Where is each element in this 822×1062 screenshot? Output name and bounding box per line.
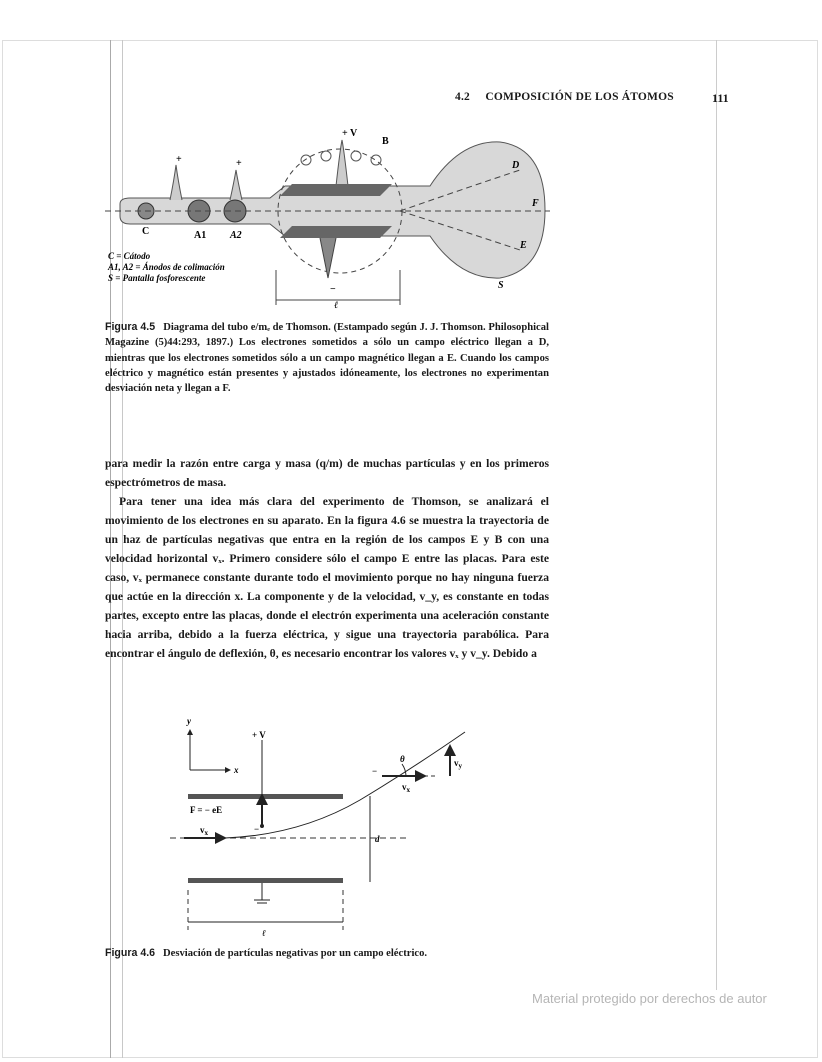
- label-plus-v: + V: [342, 128, 358, 139]
- axis-label-y: y: [187, 716, 191, 726]
- label-f: F: [532, 198, 539, 209]
- label-force: F = − eE: [190, 805, 223, 815]
- caption-text: Diagrama del tubo e/mₑ de Thomson. (Estampado según J. J. Thomson. Philosophical Magazine (5)44:293, 1897.) Los electrones sometidos a sólo un campo eléctrico llegan a D, mientras que los electrones sometidos sólo a un campo magnético llegan a E. Cuando los campos eléctrico y magnético están presentes y ajustados idóneamente, los electrones no experimentan desviación neta y llegan a F.: [105, 322, 549, 395]
- label-ell: ℓ: [262, 928, 266, 938]
- label-ell: ℓ: [334, 300, 339, 310]
- page-number: 111: [712, 91, 729, 105]
- figure-4-6-deflection: [170, 710, 490, 940]
- body-text: [105, 454, 549, 663]
- scan-line: [716, 40, 717, 990]
- caption-label: Figura 4.6: [105, 947, 156, 959]
- label-minus: −: [254, 824, 260, 834]
- caption-text: Desviación de partículas negativas por un campo eléctrico.: [163, 948, 428, 959]
- label-d: d: [375, 834, 380, 844]
- label-vx-in: $v_x$: [200, 825, 208, 837]
- label-a2: A2: [230, 230, 242, 241]
- figure-4-5-caption: [105, 320, 549, 396]
- label-plus: +: [236, 158, 242, 169]
- label-vy: $v_y$: [454, 758, 462, 770]
- label-plus: +: [176, 154, 182, 165]
- figure-4-5-thomson-tube: [100, 120, 560, 310]
- label-a1: A1: [194, 230, 207, 241]
- copyright-watermark: Material protegido por derechos de autor: [532, 991, 767, 1006]
- legend-item: A1, A2 = Ánodos de colimación: [108, 262, 225, 272]
- paragraph: para medir la razón entre carga y masa (q/m) de muchas partículas y en los primeros espectrómetros de masa.: [105, 457, 549, 489]
- label-e: E: [520, 240, 527, 251]
- figure-4-6-caption: [105, 946, 549, 961]
- axis-label-x: x: [234, 765, 239, 775]
- label-c: C: [142, 226, 150, 237]
- legend-item: C = Cátodo: [108, 251, 151, 261]
- label-d: D: [512, 160, 520, 171]
- running-header: 4.2 COMPOSICIÓN DE LOS ÁTOMOS: [455, 91, 674, 103]
- label-b: B: [382, 136, 389, 147]
- label-minus: −: [330, 284, 336, 295]
- label-vx: $v_x$: [402, 782, 410, 794]
- label-theta: θ: [400, 754, 405, 764]
- label-plus-v: + V: [252, 730, 266, 740]
- legend-item: S = Pantalla fosforescente: [108, 273, 206, 283]
- label-s: S: [498, 280, 504, 291]
- caption-label: Figura 4.5: [105, 321, 156, 333]
- paragraph: Para tener una idea más clara del experimento de Thomson, se analizará el movimiento de los electrones en su aparato. En la figura 4.6 se muestra la trayectoria de un haz de partículas negativas que entra en la región de los campos E y B con una velocidad horizontal vₓ. Primero considere sólo el campo E entre las placas. Para este caso, vₓ permanece constante durante todo el movimiento porque no hay ninguna fuerza que actúe en la dirección x. La componente y de la velocidad, v_y, es constante en todas partes, excepto entre las placas, donde el electrón experimenta una aceleración constante hacia arriba, debido a la fuerza eléctrica, y sigue una trayectoria parabólica. Para encontrar el ángulo de deflexión, θ, es necesario encontrar los valores vₓ y v_y. Debido a: [105, 495, 549, 660]
- label-minus: −: [372, 766, 378, 776]
